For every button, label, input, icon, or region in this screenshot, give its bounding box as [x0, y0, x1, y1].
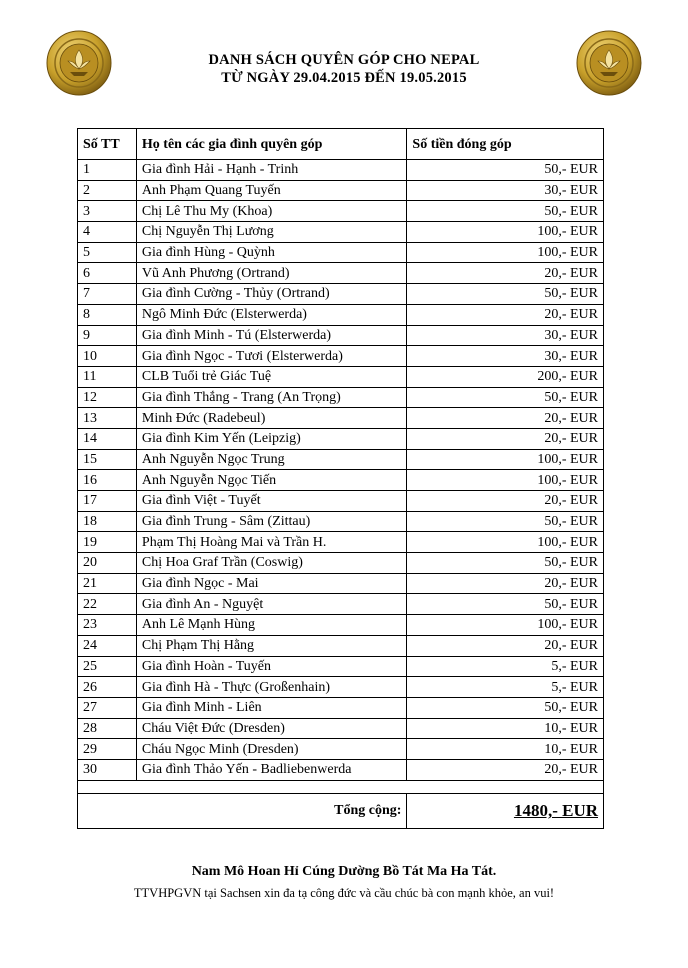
table-row — [78, 387, 604, 408]
table-row — [78, 408, 604, 429]
row-number: 3 — [78, 201, 137, 222]
row-number: 28 — [78, 718, 137, 739]
row-amount: 100,- EUR — [407, 532, 604, 553]
table-row — [78, 470, 604, 491]
table-row — [78, 160, 604, 181]
row-amount: 30,- EUR — [407, 325, 604, 346]
row-number: 19 — [78, 532, 137, 553]
table-body — [78, 160, 604, 781]
row-number: 8 — [78, 304, 137, 325]
row-amount: 100,- EUR — [407, 242, 604, 263]
row-amount: 200,- EUR — [407, 366, 604, 387]
row-donor-name: CLB Tuổi trẻ Giác Tuệ — [136, 366, 407, 387]
row-donor-name: Gia đình Hoàn - Tuyến — [136, 656, 407, 677]
row-donor-name: Gia đình Cường - Thủy (Ortrand) — [136, 284, 407, 305]
row-amount: 20,- EUR — [407, 408, 604, 429]
row-number: 24 — [78, 635, 137, 656]
row-number: 30 — [78, 759, 137, 780]
row-number: 16 — [78, 470, 137, 491]
row-donor-name: Cháu Việt Đức (Dresden) — [136, 718, 407, 739]
table-row — [78, 242, 604, 263]
row-amount: 50,- EUR — [407, 511, 604, 532]
row-amount: 50,- EUR — [407, 553, 604, 574]
table-row — [78, 263, 604, 284]
table-row — [78, 366, 604, 387]
row-donor-name: Phạm Thị Hoàng Mai và Trần H. — [136, 532, 407, 553]
row-donor-name: Gia đình Hùng - Quỳnh — [136, 242, 407, 263]
row-amount: 30,- EUR — [407, 346, 604, 367]
table-row — [78, 449, 604, 470]
row-donor-name: Vũ Anh Phương (Ortrand) — [136, 263, 407, 284]
row-number: 23 — [78, 615, 137, 636]
table-row — [78, 615, 604, 636]
table-row — [78, 222, 604, 243]
row-number: 10 — [78, 346, 137, 367]
row-donor-name: Gia đình Kim Yến (Leipzig) — [136, 428, 407, 449]
row-donor-name: Chị Nguyễn Thị Lương — [136, 222, 407, 243]
footer-blessing: Nam Mô Hoan Hỉ Cúng Dường Bồ Tát Ma Ha Tát. — [191, 864, 497, 879]
table-row — [78, 656, 604, 677]
table-row — [78, 677, 604, 698]
row-donor-name: Chị Hoa Graf Trần (Coswig) — [136, 553, 407, 574]
row-amount: 20,- EUR — [407, 573, 604, 594]
row-amount: 5,- EUR — [407, 656, 604, 677]
row-number: 29 — [78, 739, 137, 760]
row-number: 1 — [78, 160, 137, 181]
row-amount: 10,- EUR — [407, 739, 604, 760]
row-number: 14 — [78, 428, 137, 449]
row-amount: 50,- EUR — [407, 160, 604, 181]
table-row — [78, 346, 604, 367]
table-row — [78, 428, 604, 449]
document-date-range: TỪ NGÀY 29.04.2015 ĐẾN 19.05.2015 — [221, 70, 467, 86]
row-donor-name: Gia đình Thảo Yến - Badliebenwerda — [136, 759, 407, 780]
row-donor-name: Gia đình Thắng - Trang (An Trọng) — [136, 387, 407, 408]
row-number: 9 — [78, 325, 137, 346]
row-donor-name: Gia đình Trung - Sâm (Zittau) — [136, 511, 407, 532]
row-donor-name: Gia đình Minh - Tú (Elsterwerda) — [136, 325, 407, 346]
row-amount: 100,- EUR — [407, 449, 604, 470]
row-number: 17 — [78, 491, 137, 512]
table-row — [78, 491, 604, 512]
row-number: 7 — [78, 284, 137, 305]
total-label: Tổng cộng: — [78, 793, 407, 828]
row-amount: 100,- EUR — [407, 470, 604, 491]
row-number: 11 — [78, 366, 137, 387]
row-donor-name: Anh Lê Mạnh Hùng — [136, 615, 407, 636]
row-donor-name: Ngô Minh Đức (Elsterwerda) — [136, 304, 407, 325]
table-row — [78, 739, 604, 760]
row-donor-name: Chị Phạm Thị Hằng — [136, 635, 407, 656]
row-donor-name: Anh Phạm Quang Tuyến — [136, 180, 407, 201]
table-row — [78, 511, 604, 532]
row-number: 2 — [78, 180, 137, 201]
table-row — [78, 697, 604, 718]
table-row — [78, 573, 604, 594]
row-number: 25 — [78, 656, 137, 677]
row-amount: 100,- EUR — [407, 615, 604, 636]
row-number: 13 — [78, 408, 137, 429]
row-number: 21 — [78, 573, 137, 594]
row-donor-name: Gia đình Hà - Thực (Großenhain) — [136, 677, 407, 698]
table-header-row — [78, 129, 604, 160]
row-number: 15 — [78, 449, 137, 470]
header-name: Họ tên các gia đình quyên góp — [136, 129, 407, 160]
row-number: 27 — [78, 697, 137, 718]
document-title: DANH SÁCH QUYÊN GÓP CHO NEPAL — [208, 52, 480, 68]
table-row — [78, 284, 604, 305]
row-amount: 50,- EUR — [407, 594, 604, 615]
row-amount: 5,- EUR — [407, 677, 604, 698]
row-donor-name: Gia đình Việt - Tuyết — [136, 491, 407, 512]
row-donor-name: Chị Lê Thu My (Khoa) — [136, 201, 407, 222]
table-row — [78, 594, 604, 615]
row-donor-name: Minh Đức (Radebeul) — [136, 408, 407, 429]
table-row — [78, 553, 604, 574]
donation-table — [77, 128, 604, 829]
row-amount: 10,- EUR — [407, 718, 604, 739]
table-spacer-row — [78, 780, 604, 793]
row-amount: 20,- EUR — [407, 428, 604, 449]
row-amount: 20,- EUR — [407, 491, 604, 512]
table-row — [78, 325, 604, 346]
footer-thanks: TTVHPGVN tại Sachsen xin đa tạ công đức và cầu chúc bà con mạnh khỏe, an vui! — [133, 886, 555, 900]
row-number: 12 — [78, 387, 137, 408]
row-amount: 20,- EUR — [407, 635, 604, 656]
row-donor-name: Cháu Ngọc Minh (Dresden) — [136, 739, 407, 760]
table-row — [78, 532, 604, 553]
row-amount: 50,- EUR — [407, 387, 604, 408]
row-donor-name: Gia đình An - Nguyệt — [136, 594, 407, 615]
table-row — [78, 304, 604, 325]
row-amount: 20,- EUR — [407, 304, 604, 325]
row-number: 4 — [78, 222, 137, 243]
row-donor-name: Anh Nguyễn Ngọc Trung — [136, 449, 407, 470]
row-amount: 50,- EUR — [407, 201, 604, 222]
row-number: 6 — [78, 263, 137, 284]
row-number: 22 — [78, 594, 137, 615]
table-row — [78, 201, 604, 222]
row-amount: 20,- EUR — [407, 263, 604, 284]
row-donor-name: Gia đình Minh - Liên — [136, 697, 407, 718]
row-amount: 100,- EUR — [407, 222, 604, 243]
row-donor-name: Gia đình Hải - Hạnh - Trinh — [136, 160, 407, 181]
table-row — [78, 718, 604, 739]
row-number: 5 — [78, 242, 137, 263]
row-number: 18 — [78, 511, 137, 532]
row-donor-name: Anh Nguyễn Ngọc Tiến — [136, 470, 407, 491]
row-amount: 50,- EUR — [407, 697, 604, 718]
header-amount: Số tiền đóng góp — [407, 129, 604, 160]
header-number: Số TT — [78, 129, 137, 160]
row-amount: 30,- EUR — [407, 180, 604, 201]
table-row — [78, 759, 604, 780]
row-amount: 50,- EUR — [407, 284, 604, 305]
total-amount: 1480,- EUR — [407, 793, 604, 828]
table-row — [78, 635, 604, 656]
row-amount: 20,- EUR — [407, 759, 604, 780]
row-donor-name: Gia đình Ngọc - Mai — [136, 573, 407, 594]
total-row — [78, 793, 604, 828]
row-number: 20 — [78, 553, 137, 574]
row-donor-name: Gia đình Ngọc - Tươi (Elsterwerda) — [136, 346, 407, 367]
table-row — [78, 180, 604, 201]
row-number: 26 — [78, 677, 137, 698]
